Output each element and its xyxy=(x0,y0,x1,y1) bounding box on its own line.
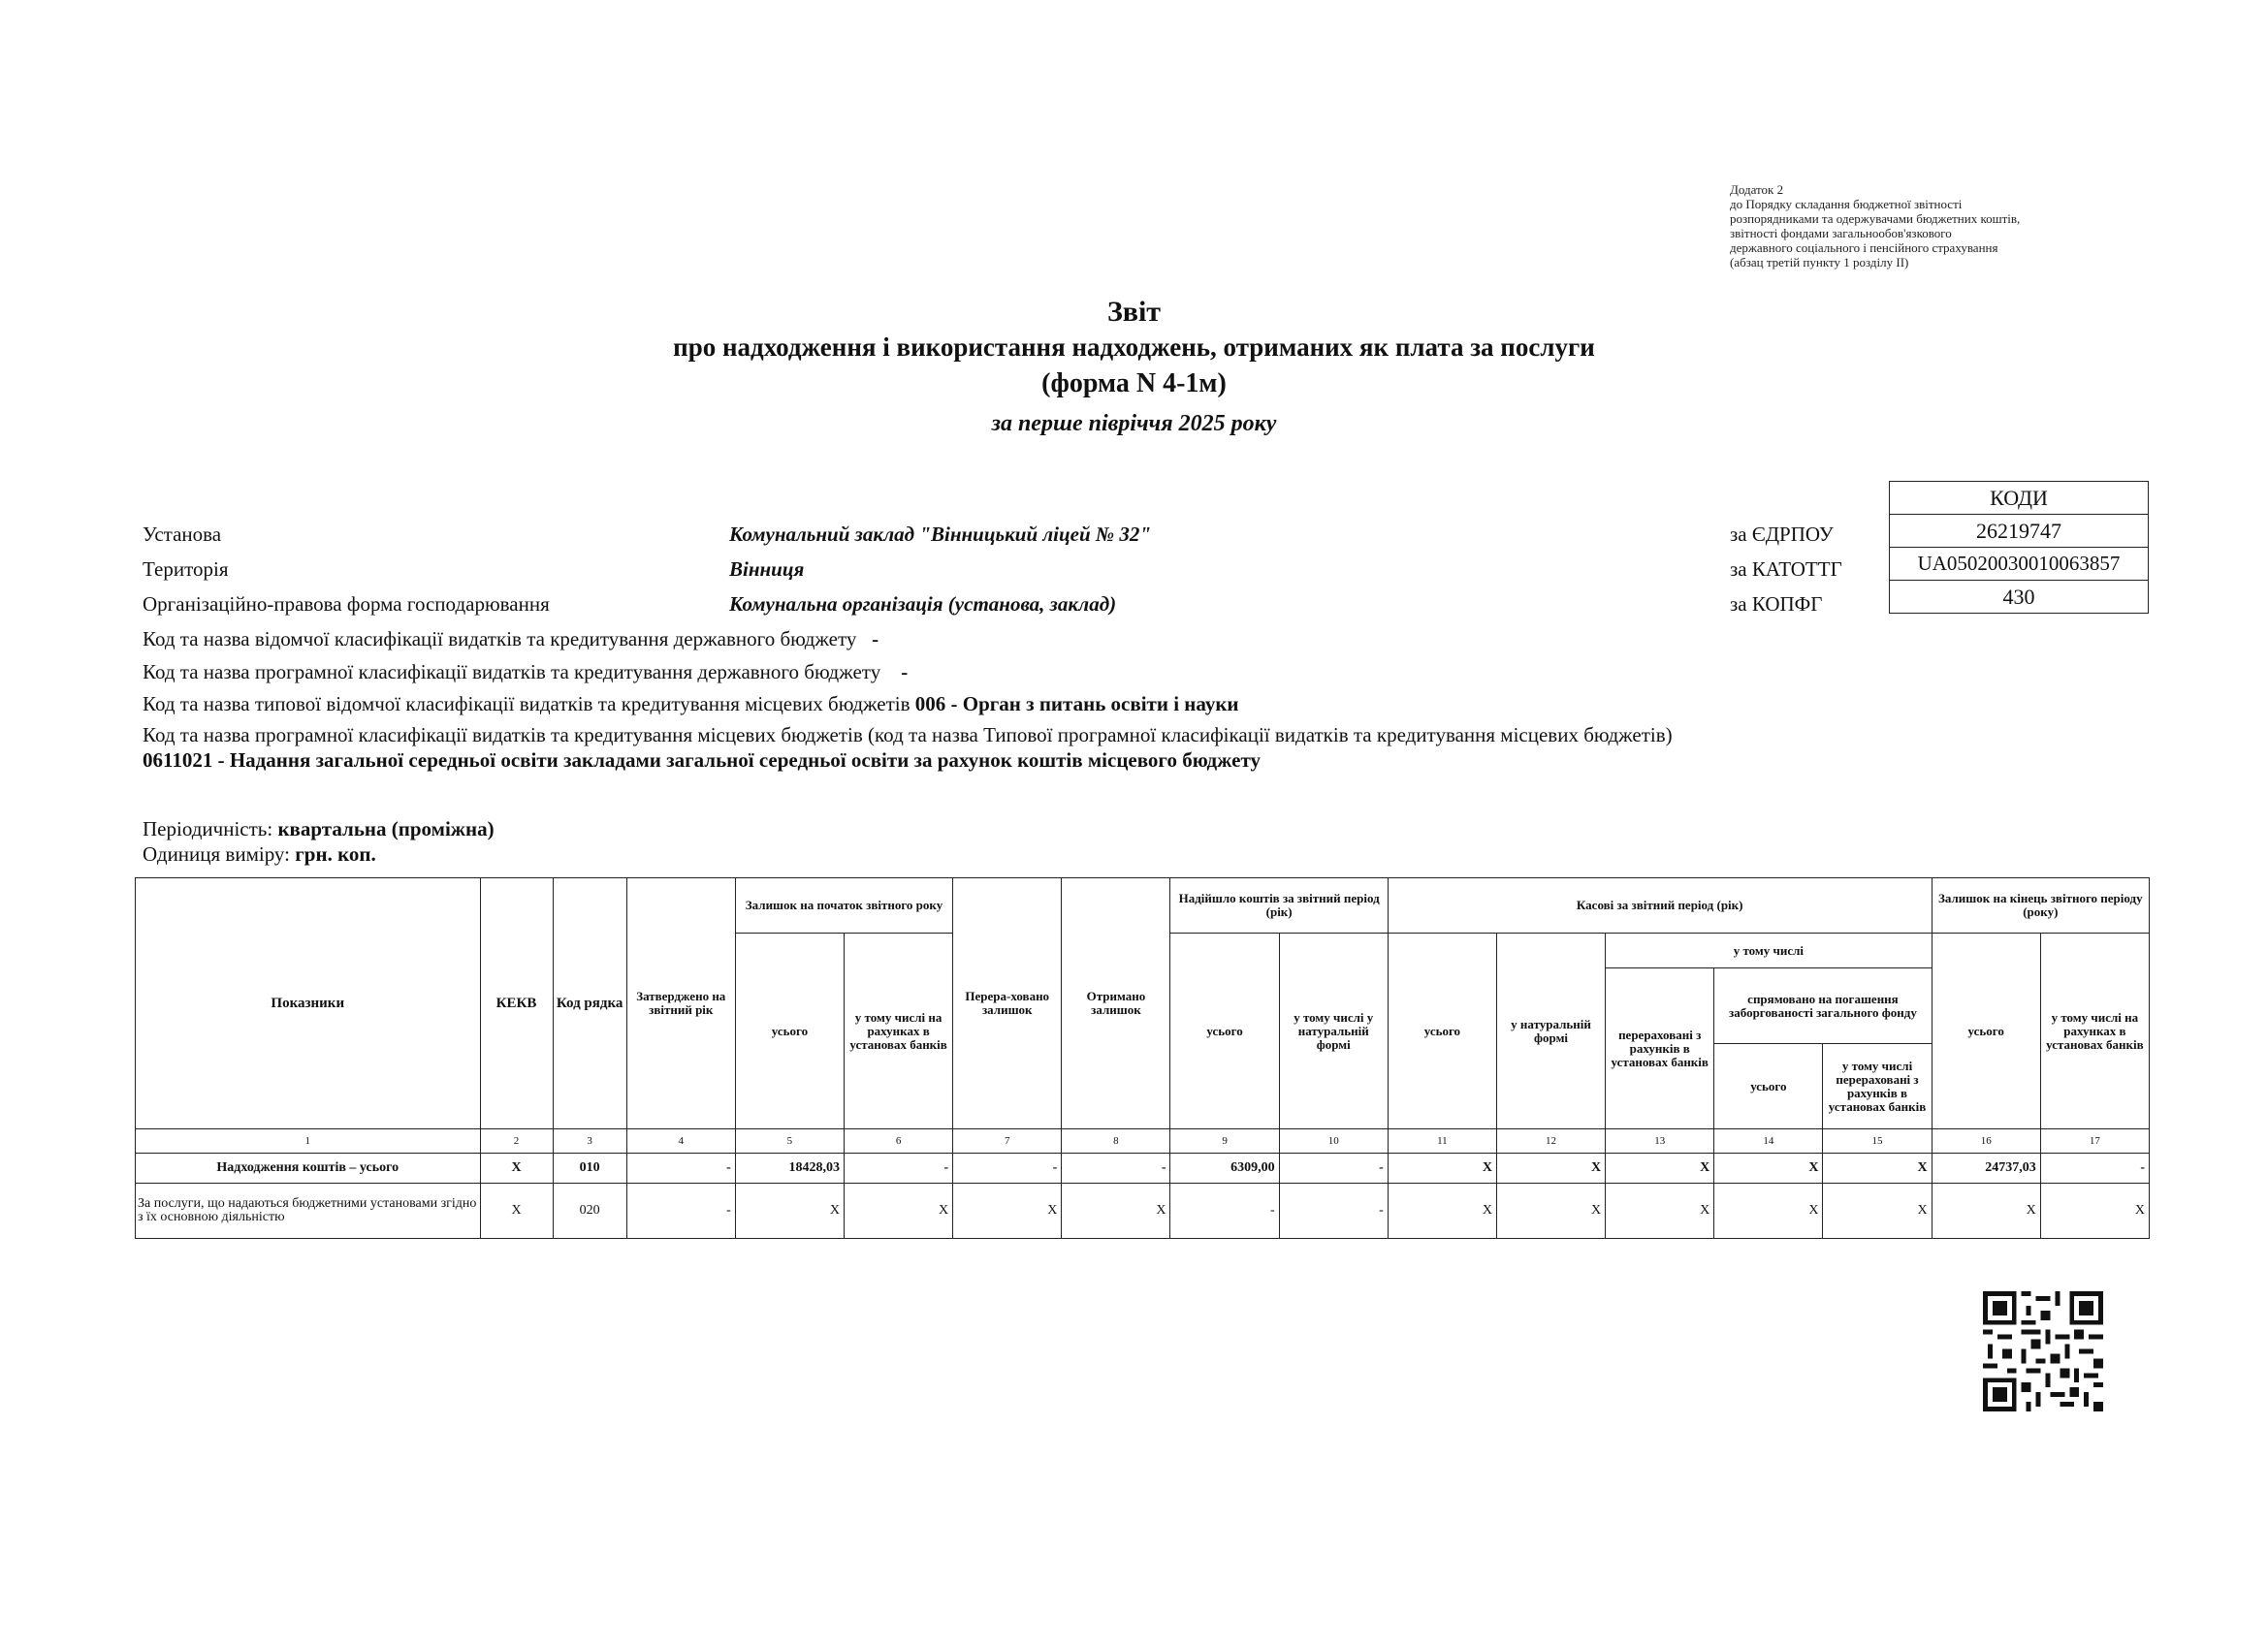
table-cell: 18428,03 xyxy=(735,1154,844,1184)
appendix-note xyxy=(1730,182,2137,269)
table-cell: Х xyxy=(1496,1184,1605,1239)
table-cell: Х xyxy=(480,1184,553,1239)
header-cash: Касові за звітний період (рік) xyxy=(1388,878,1932,934)
appendix-line: державного соціального і пенсійного страхування xyxy=(1730,240,1998,255)
legal-form-label: Організаційно-правова форма господарювання xyxy=(143,592,550,616)
appendix-line: (абзац третій пункту 1 розділу II) xyxy=(1730,255,1909,269)
table-cell: Х xyxy=(1388,1154,1496,1184)
header-balance-start-total: усього xyxy=(735,934,844,1129)
table-cell: Х xyxy=(1606,1184,1714,1239)
header-received-total: усього xyxy=(1170,934,1279,1129)
table-cell: Х xyxy=(1932,1184,2040,1239)
program-classification xyxy=(143,660,908,684)
dept-classification-label: Код та назва відомчої класифікації видатків та кредитування державного бюджету xyxy=(143,627,857,650)
table-cell: Х xyxy=(1388,1184,1496,1239)
program-classification-value: - xyxy=(901,660,909,683)
legal-form-value: Комунальна організація (установа, заклад) xyxy=(729,592,1117,616)
header-row-code: Код рядка xyxy=(553,878,626,1129)
table-cell: Х xyxy=(1714,1184,1823,1239)
codes-header: КОДИ xyxy=(1890,482,2149,515)
table-cell: - xyxy=(2040,1154,2149,1184)
territory-value: Вінниця xyxy=(729,557,805,581)
typical-classification xyxy=(143,692,1239,716)
unit-label: Одиниця виміру: xyxy=(143,842,290,866)
header-kekv: КЕКВ xyxy=(480,878,553,1129)
qr-code-icon xyxy=(1983,1291,2103,1411)
territory-label: Територія xyxy=(143,557,229,581)
header-received-funds: Надійшло коштів за звітний період (рік) xyxy=(1170,878,1388,934)
table-cell: - xyxy=(953,1154,1062,1184)
appendix-line: розпорядниками та одержувачами бюджетних коштів, xyxy=(1730,211,2021,226)
header-transferred-banks: перераховані з рахунків в установах банків xyxy=(1606,968,1714,1129)
col-number: 15 xyxy=(1823,1129,1932,1154)
header-debt-banks: у тому числі перераховані з рахунків в установах банків xyxy=(1823,1044,1932,1129)
col-number: 2 xyxy=(480,1129,553,1154)
local-classification-value: 0611021 - Надання загальної середньої освіти закладами загальної середньої освіти за рахунок коштів місцевого бюджету xyxy=(143,748,1261,772)
kopfg-code: 430 xyxy=(1890,581,2149,614)
report-subtitle: про надходження і використання надходжень, отриманих як плата за послуги xyxy=(673,333,1595,362)
header-balance-start-banks: у тому числі на рахунках в установах банків xyxy=(845,934,953,1129)
table-cell: 24737,03 xyxy=(1932,1154,2040,1184)
header-received-natural: у тому числі у натуральній формі xyxy=(1279,934,1388,1129)
program-classification-label: Код та назва програмної класифікації видатків та кредитування державного бюджету xyxy=(143,660,881,683)
header-received: Отримано залишок xyxy=(1062,878,1170,1129)
unit xyxy=(143,842,376,867)
col-number: 6 xyxy=(845,1129,953,1154)
header-cash-total: усього xyxy=(1388,934,1496,1129)
col-number: 16 xyxy=(1932,1129,2040,1154)
table-cell: Х xyxy=(1496,1154,1605,1184)
typical-classification-label: Код та назва типової відомчої класифікації видатків та кредитування місцевих бюджетів xyxy=(143,692,910,715)
table-cell: Х xyxy=(845,1184,953,1239)
report-table xyxy=(135,877,2150,1239)
header-balance-end-banks: у тому числі на рахунках в установах банків xyxy=(2040,934,2149,1129)
col-number: 3 xyxy=(553,1129,626,1154)
edrpou-label: за ЄДРПОУ xyxy=(1730,523,1834,546)
table-cell: Х xyxy=(1823,1154,1932,1184)
table-cell: 6309,00 xyxy=(1170,1154,1279,1184)
periodicity-value: квартальна (проміжна) xyxy=(277,817,495,840)
header-debt-repay: спрямовано на погашення заборгованості загального фонду xyxy=(1714,968,1932,1044)
table-row xyxy=(136,1154,2150,1184)
col-number: 11 xyxy=(1388,1129,1496,1154)
institution-label: Установа xyxy=(143,523,222,546)
row-name: За послуги, що надаються бюджетними установами згідно з їх основною діяльністю xyxy=(136,1184,481,1239)
katottg-code: UA05020030010063857 xyxy=(1890,548,2149,581)
appendix-line: до Порядку складання бюджетної звітності xyxy=(1730,197,1963,211)
table-row xyxy=(136,1184,2150,1239)
header-cash-natural: у натуральній формі xyxy=(1496,934,1605,1129)
table-cell: Х xyxy=(2040,1184,2149,1239)
unit-value: грн. коп. xyxy=(295,842,376,866)
table-cell: - xyxy=(845,1154,953,1184)
col-number: 14 xyxy=(1714,1129,1823,1154)
header-cash-incl: у тому числі xyxy=(1606,934,1932,968)
local-classification xyxy=(143,722,1713,773)
dept-classification-value: - xyxy=(872,627,879,650)
header-transferred: Перера-ховано залишок xyxy=(953,878,1062,1129)
table-cell: Х xyxy=(953,1184,1062,1239)
appendix-line: звітності фондами загальнообов'язкового xyxy=(1730,226,1952,240)
col-number: 12 xyxy=(1496,1129,1605,1154)
kopfg-label: за КОПФГ xyxy=(1730,592,1823,616)
table-cell: Х xyxy=(480,1154,553,1184)
local-classification-label: Код та назва програмної класифікації видатків та кредитування місцевих бюджетів (код та назва Типової програмної класифікації видатків та кредитування місцевих бюджетів) xyxy=(143,723,1673,746)
report-title: Звіт xyxy=(1106,296,1162,328)
header-balance-end-total: усього xyxy=(1932,934,2040,1129)
table-cell: Х xyxy=(735,1184,844,1239)
table-cell: Х xyxy=(1714,1154,1823,1184)
report-period: за перше півріччя 2025 року xyxy=(991,411,1277,436)
table-cell: - xyxy=(1170,1184,1279,1239)
report-form: (форма N 4-1м) xyxy=(1041,368,1227,398)
row-name: Надходження коштів – усього xyxy=(136,1154,481,1184)
col-number: 7 xyxy=(953,1129,1062,1154)
table-cell: 010 xyxy=(553,1154,626,1184)
col-number: 8 xyxy=(1062,1129,1170,1154)
institution-value: Комунальний заклад "Вінницький ліцей № 32" xyxy=(729,523,1152,546)
dept-classification xyxy=(143,627,878,651)
col-number: 9 xyxy=(1170,1129,1279,1154)
table-cell: Х xyxy=(1823,1184,1932,1239)
table-cell: Х xyxy=(1606,1154,1714,1184)
col-number: 10 xyxy=(1279,1129,1388,1154)
header-balance-start: Залишок на початок звітного року xyxy=(735,878,952,934)
table-cell: - xyxy=(626,1184,735,1239)
table-cell: - xyxy=(1062,1154,1170,1184)
katottg-label: за КАТОТТГ xyxy=(1730,557,1842,581)
codes-table xyxy=(1889,481,2149,614)
col-number: 13 xyxy=(1606,1129,1714,1154)
edrpou-code: 26219747 xyxy=(1890,515,2149,548)
table-cell: - xyxy=(1279,1184,1388,1239)
table-cell: - xyxy=(626,1154,735,1184)
header-debt-total: усього xyxy=(1714,1044,1823,1129)
header-balance-end: Залишок на кінець звітного періоду (року) xyxy=(1932,878,2149,934)
col-number: 17 xyxy=(2040,1129,2149,1154)
table-cell: Х xyxy=(1062,1184,1170,1239)
col-number: 1 xyxy=(136,1129,481,1154)
header-indicators: Показники xyxy=(136,878,481,1129)
col-number: 5 xyxy=(735,1129,844,1154)
appendix-line: Додаток 2 xyxy=(1730,182,1784,197)
periodicity xyxy=(143,817,495,841)
typical-classification-value: 006 - Орган з питань освіти і науки xyxy=(914,692,1239,715)
header-approved: Затверджено на звітний рік xyxy=(626,878,735,1129)
table-cell: 020 xyxy=(553,1184,626,1239)
periodicity-label: Періодичність: xyxy=(143,817,273,840)
table-cell: - xyxy=(1279,1154,1388,1184)
col-number: 4 xyxy=(626,1129,735,1154)
